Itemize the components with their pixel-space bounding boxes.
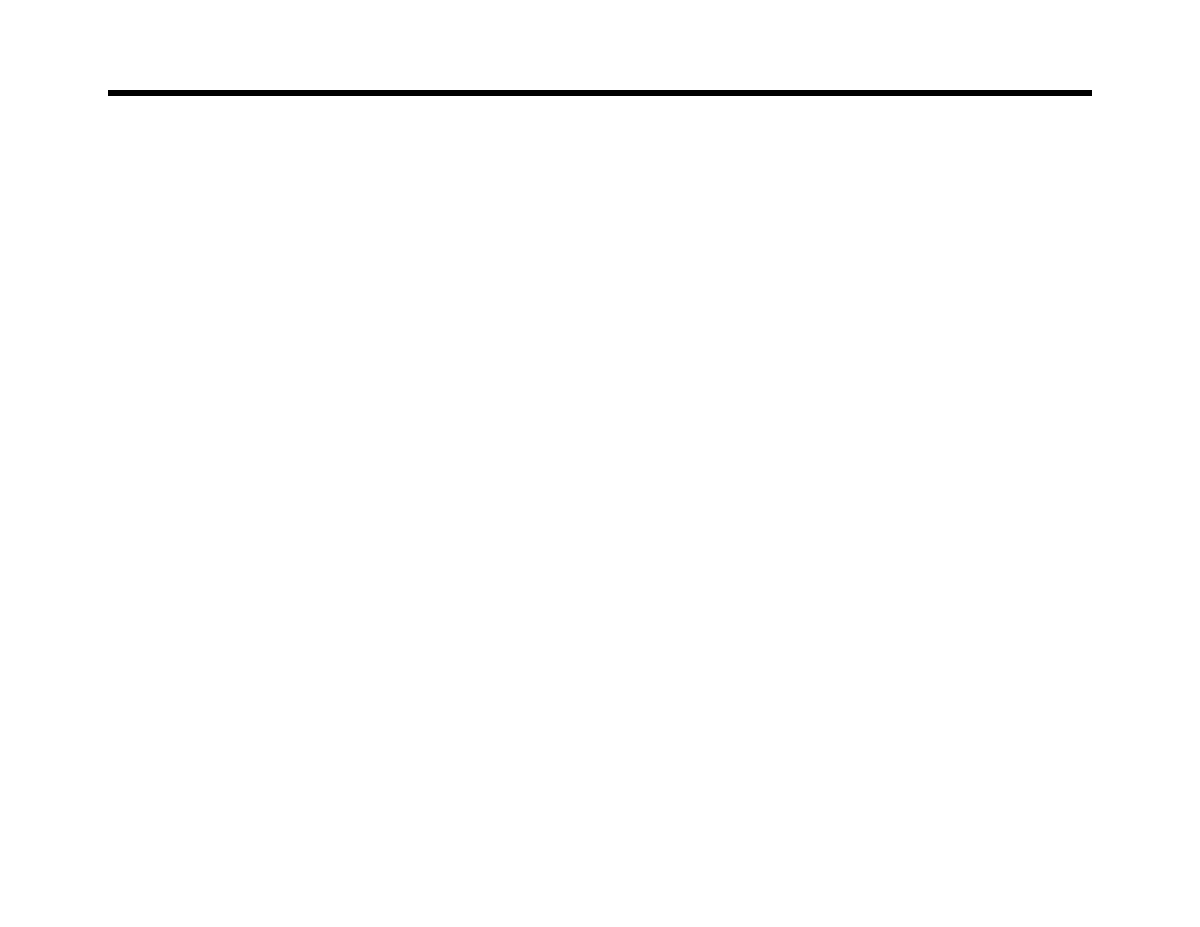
multiplication-sheet — [108, 90, 1092, 96]
table-row-bottom — [108, 93, 1092, 96]
